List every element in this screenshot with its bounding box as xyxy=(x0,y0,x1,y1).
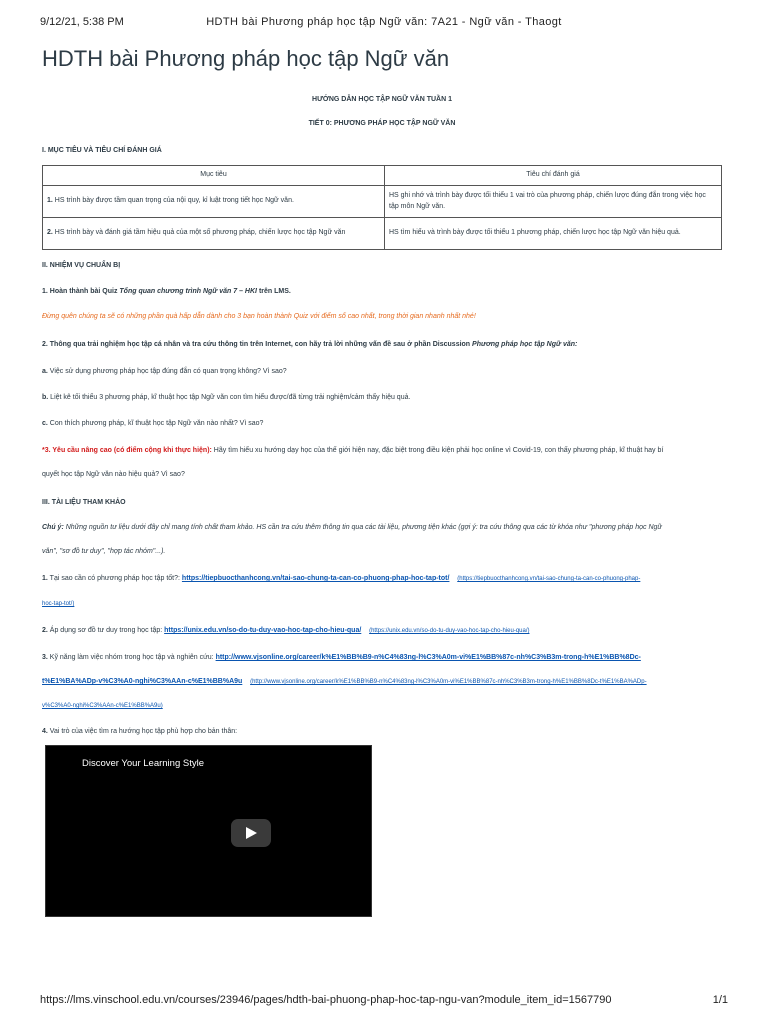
reference-link[interactable]: https://tiepbuocthanhcong.vn/tai-sao-chung-ta-can-co-phuong-phap-hoc-tap-tot/ xyxy=(181,575,450,582)
print-header xyxy=(40,16,728,30)
reference-link[interactable]: http://www.vjsonline.org/career/k%E1%BB%B9-n%C4%83ng-l%C3%A0m-vi%E1%BB%87c-nh%C3%B3m-trong-h%E1%BB%8Dc- xyxy=(215,654,641,661)
task-1-suffix: trên LMS. xyxy=(257,288,291,295)
question-text: Con thích phương pháp, kĩ thuật học tập Ngữ văn nào nhất? Vì sao? xyxy=(47,420,264,427)
reference-text: Kỹ năng làm việc nhóm trong học tập và nghiên cứu: xyxy=(47,654,216,661)
question-a xyxy=(42,367,287,378)
reminder-text: Đừng quên chúng ta sẽ có những phần quà hấp dẫn dành cho 3 bạn hoàn thành Quiz với điểm số cao nhất, trong thời gian nhanh nhất nhé! xyxy=(42,313,476,320)
question-label: b. xyxy=(42,394,49,401)
question-label: a. xyxy=(42,368,48,375)
reference-link-external[interactable]: (http://www.vjsonline.org/career/k%E1%BB%B9-n%C4%83ng-l%C3%A0m-vi%E1%BB%87c-nh%C3%B3m-trong-h%E1%BB%8Dc-t%E1%BA%ADp- xyxy=(250,679,647,685)
criteria-cell: HS ghi nhớ và trình bày được tối thiểu 1 vai trò của phương pháp, chiến lược đúng đắn trong việc học tập môn Ngữ văn. xyxy=(385,186,722,218)
reference-1 xyxy=(42,574,722,585)
reference-number: 2. xyxy=(42,627,48,634)
reference-3-line2 xyxy=(42,677,647,688)
video-title[interactable]: Discover Your Learning Style xyxy=(82,758,204,769)
task-2-prefix: 2. Thông qua trải nghiệm học tập cá nhân và tra cứu thông tin trên Internet, con hãy trả lời những vấn đề sau ở phần Discussion xyxy=(42,341,473,348)
reference-link-external[interactable]: hoc-tap-tot/) xyxy=(42,601,75,607)
section-tasks-title: II. NHIỆM VỤ CHUẨN BỊ xyxy=(42,262,121,269)
row-number: 1. xyxy=(47,197,53,205)
reference-number: 1. xyxy=(42,575,48,582)
reference-3 xyxy=(42,653,641,664)
note-label: Chú ý: xyxy=(42,524,64,531)
table-header-row xyxy=(43,166,722,186)
task-2 xyxy=(42,340,577,351)
print-page-title: HDTH bài Phương pháp học tập Ngữ văn: 7A21 - Ngữ văn - Thaogt xyxy=(206,16,562,28)
print-page-number: 1/1 xyxy=(712,994,728,1006)
goal-text: HS trình bày và đánh giá tầm hiệu quả của một số phương pháp, chiến lược học tập Ngữ văn xyxy=(52,229,346,237)
reference-1-line2 xyxy=(42,599,74,610)
objectives-table xyxy=(42,165,722,250)
reference-link-external[interactable]: v%C3%A0-nghi%C3%AAn-c%E1%BB%A9u) xyxy=(42,703,163,709)
reference-text: Tại sao cần có phương pháp học tập tốt?: xyxy=(47,575,182,582)
play-icon[interactable] xyxy=(231,819,271,847)
question-c xyxy=(42,419,263,430)
print-footer xyxy=(40,994,728,1008)
reference-note xyxy=(42,523,722,534)
reference-text: Vai trò của việc tìm ra hướng học tập phù hợp cho bản thân: xyxy=(47,728,238,735)
question-b xyxy=(42,393,410,404)
goal-cell xyxy=(43,186,385,218)
task-1-prefix: 1. Hoàn thành bài Quiz xyxy=(42,288,120,295)
column-header-goal: Mục tiêu xyxy=(43,166,385,186)
heading-week: HƯỚNG DẪN HỌC TẬP NGỮ VĂN TUẦN 1 xyxy=(312,96,452,103)
reference-link-external[interactable]: (https://tiepbuocthanhcong.vn/tai-sao-chung-ta-can-co-phuong-phap- xyxy=(457,576,641,582)
criteria-cell: HS tìm hiểu và trình bày được tối thiểu 1 phương pháp, chiến lược học tập Ngữ văn hiệu quả. xyxy=(385,218,722,250)
question-label: c. xyxy=(42,420,48,427)
reference-link-external[interactable]: (https://unix.edu.vn/so-do-tu-duy-vao-hoc-tap-cho-hieu-qua/) xyxy=(369,628,530,634)
row-number: 2. xyxy=(47,229,53,237)
question-text: Việc sử dụng phương pháp học tập đúng đắn có quan trọng không? Vì sao? xyxy=(47,368,287,375)
reference-link[interactable]: https://unix.edu.vn/so-do-tu-duy-vao-hoc-tap-cho-hieu-qua/ xyxy=(164,627,362,634)
task-2-discussion-name: Phương pháp học tập Ngữ văn: xyxy=(472,341,578,348)
task-1 xyxy=(42,287,291,298)
section-references-title: III. TÀI LIỆU THAM KHẢO xyxy=(42,499,126,506)
advanced-label: *3. Yêu cầu nâng cao (có điểm cộng khi thực hiện): xyxy=(42,447,212,454)
advanced-task xyxy=(42,446,722,457)
reference-text: Áp dụng sơ đồ tư duy trong học tập: xyxy=(47,627,165,634)
table-row xyxy=(43,218,722,250)
note-text: Những nguồn tư liệu dưới đây chỉ mang tính chất tham khảo. HS cần tra cứu thêm thông tin qua các tài liệu, phương tiện khác (gợi ý: tra cứu thông qua các từ khóa như "phương pháp học Ngữ xyxy=(63,524,662,531)
reference-note-line2: văn", "sơ đồ tư duy", "hợp tác nhóm"...). xyxy=(42,548,166,555)
video-embed[interactable] xyxy=(45,745,372,917)
advanced-text-line2: quyết học tập Ngữ văn nào hiệu quả? Vì sao? xyxy=(42,471,185,478)
page-title: HDTH bài Phương pháp học tập Ngữ văn xyxy=(42,46,450,71)
table-row xyxy=(43,186,722,218)
reference-link[interactable]: t%E1%BA%ADp-v%C3%A0-nghi%C3%AAn-c%E1%BB%A9u xyxy=(42,678,243,685)
play-triangle xyxy=(246,827,257,839)
column-header-criteria: Tiêu chí đánh giá xyxy=(385,166,722,186)
reference-2 xyxy=(42,626,530,637)
print-url: https://lms.vinschool.edu.vn/courses/23946/pages/hdth-bai-phuong-phap-hoc-tap-ngu-van?module_item_id=1567790 xyxy=(40,994,612,1006)
reference-3-line3 xyxy=(42,701,163,712)
task-1-quiz-name: Tổng quan chương trình Ngữ văn 7 – HKI xyxy=(119,288,257,295)
section-objectives-title: I. MỤC TIÊU VÀ TIÊU CHÍ ĐÁNH GIÁ xyxy=(42,147,162,154)
reference-number: 3. xyxy=(42,654,48,661)
advanced-text: Hãy tìm hiểu xu hướng dạy học của thế giới hiện nay, đặc biệt trong điều kiện phải học online vì Covid-19, con thấy phương pháp, kĩ thuật hay bí xyxy=(211,447,664,454)
reference-4 xyxy=(42,727,237,738)
print-datetime: 9/12/21, 5:38 PM xyxy=(40,16,124,28)
reference-number: 4. xyxy=(42,728,48,735)
heading-lesson: TIẾT 0: PHƯƠNG PHÁP HỌC TẬP NGỮ VĂN xyxy=(308,120,456,127)
goal-text: HS trình bày được tầm quan trọng của nội quy, kỉ luật trong tiết học Ngữ văn. xyxy=(52,197,294,205)
goal-cell xyxy=(43,218,385,250)
question-text: Liệt kê tối thiểu 3 phương pháp, kĩ thuật học tập Ngữ văn con tìm hiểu được/đã từng trải nghiệm/cảm thấy hiệu quả. xyxy=(48,394,411,401)
